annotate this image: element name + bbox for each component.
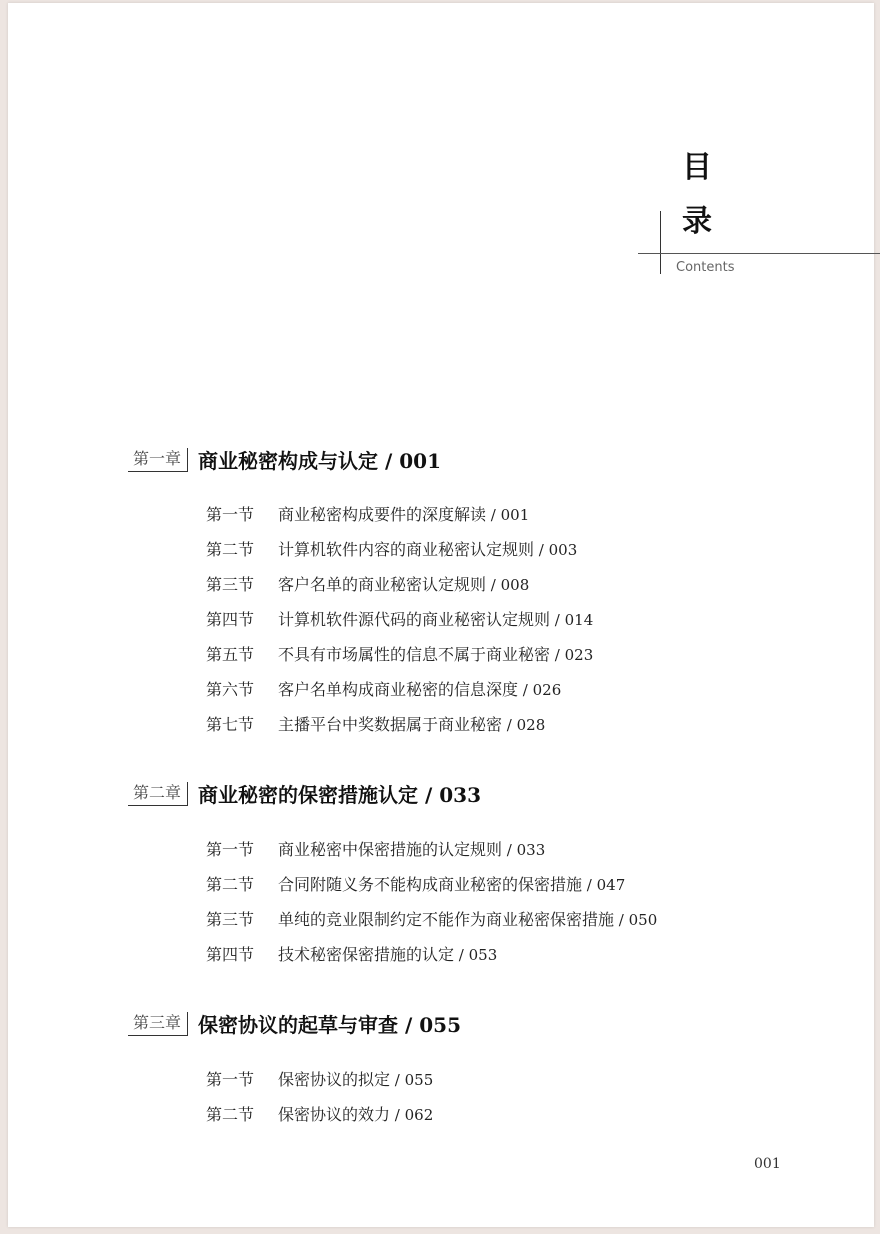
section-page: / 028 xyxy=(502,716,546,734)
section-label: 第二节 xyxy=(206,1105,255,1124)
chapter-heading[interactable] xyxy=(128,779,481,808)
section-label: 第一节 xyxy=(206,840,255,859)
chapter-label: 第一章 xyxy=(128,448,188,472)
toc-entry[interactable] xyxy=(206,572,529,595)
section-page: / 001 xyxy=(486,506,530,524)
chapter-heading[interactable] xyxy=(128,1009,461,1038)
toc-title-char-2: 录 xyxy=(682,204,712,239)
section-label: 第七节 xyxy=(206,715,255,734)
title-horizontal-rule xyxy=(638,253,880,254)
toc-entry[interactable] xyxy=(206,1067,433,1090)
toc-entry[interactable] xyxy=(206,837,545,860)
section-page: / 055 xyxy=(390,1071,434,1089)
toc-entry[interactable] xyxy=(206,642,593,665)
toc-entry[interactable] xyxy=(206,907,657,930)
toc-entry[interactable] xyxy=(206,607,593,630)
section-label: 第四节 xyxy=(206,610,255,629)
chapter-title: 商业秘密构成与认定 / 001 xyxy=(198,449,441,473)
section-label: 第一节 xyxy=(206,505,255,524)
section-title: 保密协议的拟定 xyxy=(278,1070,391,1089)
section-label: 第三节 xyxy=(206,910,255,929)
chapter-label: 第二章 xyxy=(128,782,188,806)
toc-entry[interactable] xyxy=(206,942,497,965)
toc-entry[interactable] xyxy=(206,1102,433,1125)
section-page: / 053 xyxy=(454,946,498,964)
section-title: 主播平台中奖数据属于商业秘密 xyxy=(278,715,503,734)
title-vertical-rule xyxy=(660,211,661,274)
section-title: 商业秘密构成要件的深度解读 xyxy=(278,505,487,524)
section-label: 第五节 xyxy=(206,645,255,664)
section-title: 合同附随义务不能构成商业秘密的保密措施 xyxy=(278,875,583,894)
toc-entry[interactable] xyxy=(206,712,545,735)
section-label: 第四节 xyxy=(206,945,255,964)
toc-entry[interactable] xyxy=(206,677,561,700)
section-title: 技术秘密保密措施的认定 xyxy=(278,945,455,964)
section-title: 计算机软件源代码的商业秘密认定规则 xyxy=(278,610,551,629)
section-page: / 033 xyxy=(502,841,546,859)
toc-entry[interactable] xyxy=(206,872,625,895)
section-title: 客户名单构成商业秘密的信息深度 xyxy=(278,680,519,699)
chapter-title: 保密协议的起草与审查 / 055 xyxy=(198,1013,461,1037)
section-page: / 062 xyxy=(390,1106,434,1124)
chapter-heading[interactable] xyxy=(128,445,441,474)
section-title: 商业秘密中保密措施的认定规则 xyxy=(278,840,503,859)
section-label: 第三节 xyxy=(206,575,255,594)
page-number: 001 xyxy=(754,1156,781,1172)
section-page: / 014 xyxy=(550,611,594,629)
toc-subtitle: Contents xyxy=(676,260,735,275)
toc-title-char-1: 目 xyxy=(682,150,712,185)
section-page: / 047 xyxy=(582,876,626,894)
chapter-label: 第三章 xyxy=(128,1012,188,1036)
section-title: 保密协议的效力 xyxy=(278,1105,391,1124)
section-title: 单纯的竞业限制约定不能作为商业秘密保密措施 xyxy=(278,910,615,929)
section-page: / 003 xyxy=(534,541,578,559)
section-page: / 050 xyxy=(614,911,658,929)
section-title: 计算机软件内容的商业秘密认定规则 xyxy=(278,540,535,559)
section-page: / 023 xyxy=(550,646,594,664)
section-title: 客户名单的商业秘密认定规则 xyxy=(278,575,487,594)
toc-entry[interactable] xyxy=(206,502,529,525)
document-page xyxy=(8,3,874,1227)
section-title: 不具有市场属性的信息不属于商业秘密 xyxy=(278,645,551,664)
chapter-title: 商业秘密的保密措施认定 / 033 xyxy=(198,783,481,807)
section-page: / 026 xyxy=(518,681,562,699)
section-label: 第一节 xyxy=(206,1070,255,1089)
section-page: / 008 xyxy=(486,576,530,594)
section-label: 第二节 xyxy=(206,540,255,559)
toc-entry[interactable] xyxy=(206,537,577,560)
section-label: 第二节 xyxy=(206,875,255,894)
section-label: 第六节 xyxy=(206,680,255,699)
